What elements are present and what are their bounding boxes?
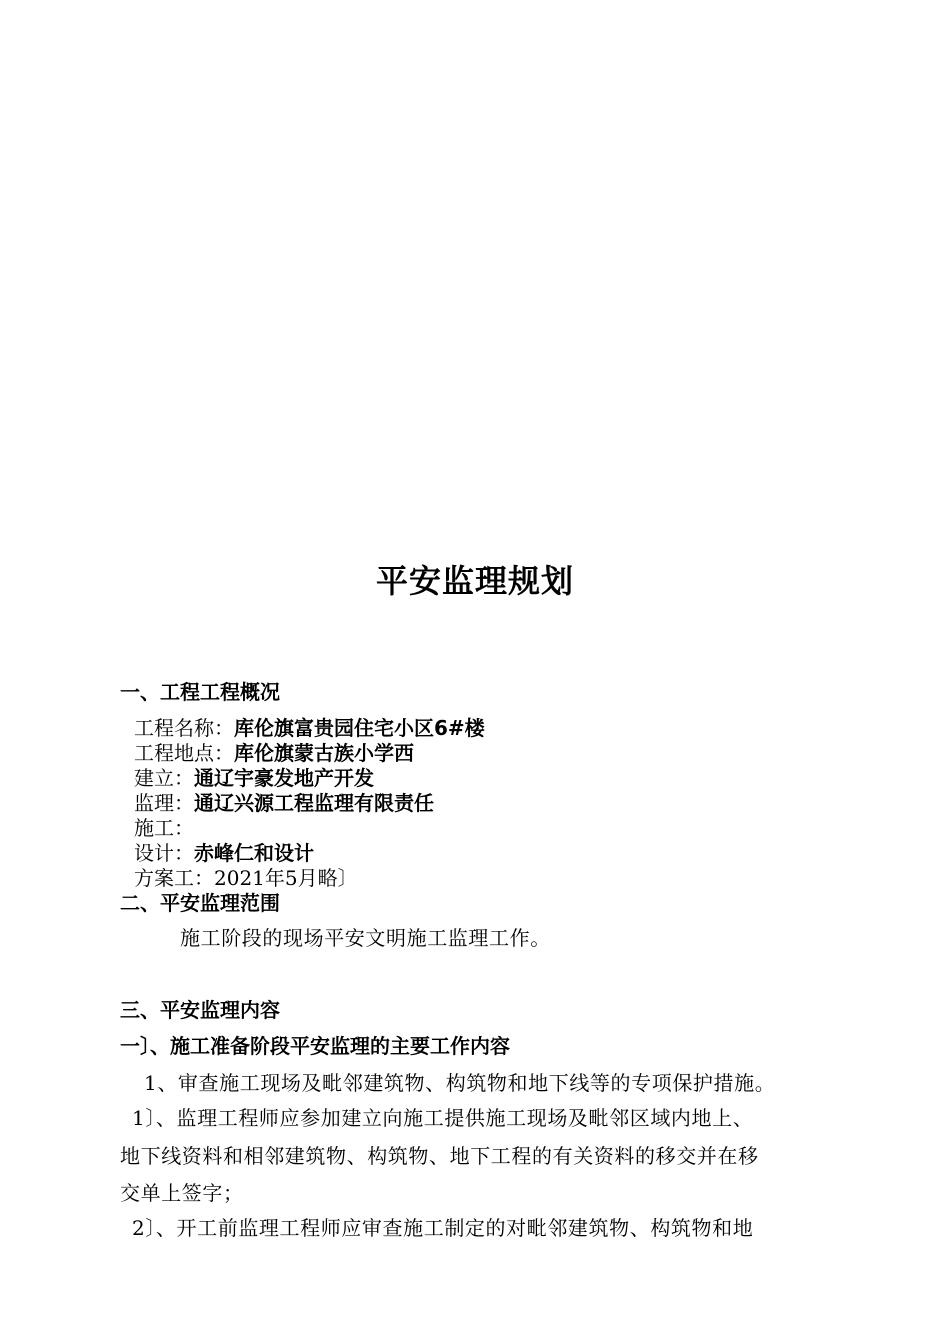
info-label: 设计： [134,841,194,865]
section-3-heading: 三、平安监理内容 [120,998,280,1022]
info-value: 通辽兴源工程监理有限责任 [194,791,434,815]
paragraph-line: 1〕、监理工程师应参加建立向施工提供施工现场及毗邻区域内地上、 [132,1106,754,1130]
info-value: 库伦旗富贵园住宅小区6#楼 [234,716,485,740]
info-row-builder [134,766,374,790]
document-title: 平安监理规划 [375,562,574,600]
info-label: 建立： [134,766,194,790]
info-value: 赤峰仁和设计 [194,841,314,865]
info-value: 通辽宇豪发地产开发 [194,766,374,790]
info-label: 施工： [134,816,194,840]
info-label: 工程地点： [134,741,234,765]
info-row-schedule [134,866,358,890]
info-value: 库伦旗蒙古族小学西 [234,741,414,765]
paragraph-line: 地下线资料和相邻建筑物、构筑物、地下工程的有关资料的移交并在移 [120,1144,759,1168]
info-label: 方案工：2021年5月略〕 [134,866,358,890]
info-label: 监理： [134,791,194,815]
paragraph-line: 交单上签字； [120,1181,244,1205]
section-1-heading: 一、工程工程概况 [120,680,280,704]
info-row-project-name [134,716,485,740]
section-3-subheading: 一〕、施工准备阶段平安监理的主要工作内容 [120,1034,510,1058]
info-label: 工程名称： [134,716,234,740]
info-row-project-location [134,741,414,765]
paragraph-line: 2〕、开工前监理工程师应审查施工制定的对毗邻建筑物、构筑物和地 [132,1216,754,1240]
section-2-heading: 二、平安监理范围 [120,891,280,915]
info-row-design [134,841,314,865]
info-row-construction [134,816,194,840]
info-row-supervisor [134,791,434,815]
section-2-text: 施工阶段的现场平安文明施工监理工作。 [180,926,551,950]
paragraph-line: 1、审查施工现场及毗邻建筑物、构筑物和地下线等的专项保护措施。 [144,1071,776,1095]
